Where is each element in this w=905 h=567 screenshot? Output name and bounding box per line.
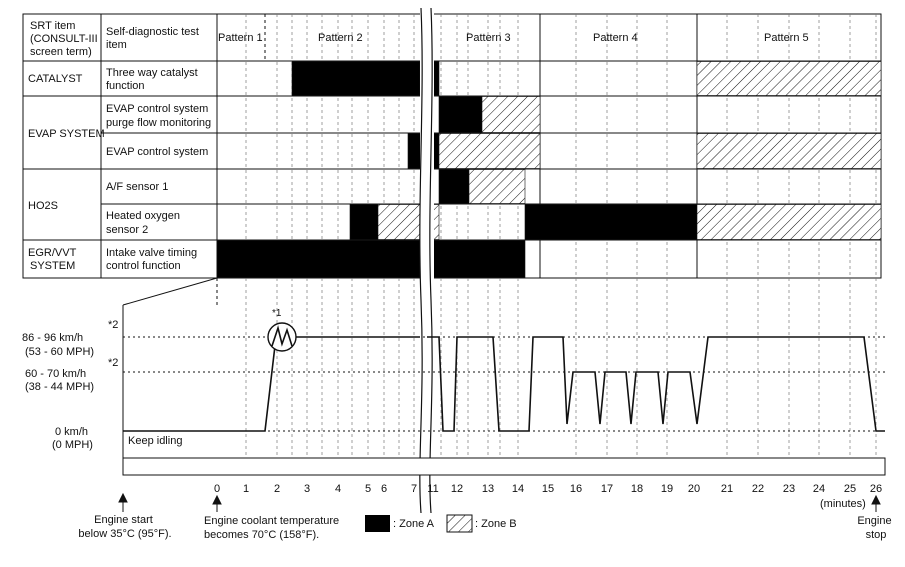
zone-a-block	[427, 241, 525, 278]
zone-b-label: : Zone B	[475, 518, 517, 530]
zone-b-block	[697, 134, 881, 169]
time-tick-label: 20	[687, 483, 701, 495]
pattern-2-label: Pattern 2	[318, 32, 363, 44]
zone-b-block	[482, 97, 540, 133]
zone-a-block	[292, 62, 420, 96]
time-tick-label: 26	[869, 483, 883, 495]
zone-b-block	[469, 170, 525, 204]
speed-zero-label: 0 km/h (0 MPH)	[52, 426, 93, 451]
row-label-evap-purge: EVAP control system purge flow monitoring	[106, 103, 212, 129]
engine-start-arrow	[119, 494, 127, 512]
row-label-ivt: Intake valve timing control function	[106, 247, 198, 272]
keep-idling-label: Keep idling	[128, 435, 183, 447]
time-tick-label: 4	[334, 483, 342, 495]
time-tick-label: 15	[541, 483, 555, 495]
speed-profile-line	[123, 337, 885, 431]
test-item-header: Self-diagnostic test item	[106, 26, 199, 51]
time-tick-label: 2	[273, 483, 281, 495]
zone-b-block	[378, 205, 420, 240]
zone-a-block	[525, 205, 697, 240]
row-label-evap-control: EVAP control system	[106, 146, 209, 158]
srt-item-header: SRT item (CONSULT-III screen term)	[30, 20, 98, 58]
zone-a-block	[350, 205, 378, 240]
time-axis-bar	[123, 458, 885, 475]
time-tick-label: 24	[812, 483, 826, 495]
system-evap: EVAP SYSTEM	[28, 128, 105, 140]
speed-high-label: *2 86 - 96 km/h (53 - 60 MPH)	[22, 319, 119, 358]
row-label-ho2s2: Heated oxygen sensor 2	[106, 210, 180, 236]
zone-a-label: : Zone A	[393, 518, 434, 530]
time-tick-label: 5	[364, 483, 372, 495]
zone-b-block	[439, 134, 540, 169]
time-tick-label: 23	[782, 483, 796, 495]
zone-b-block	[697, 205, 881, 240]
time-tick-label: 11	[427, 483, 439, 495]
pattern-4-label: Pattern 4	[593, 32, 638, 44]
time-tick-label: 1	[242, 483, 250, 495]
time-axis-ticks	[214, 483, 882, 495]
zone-a-block	[217, 241, 420, 278]
note-1-label: *1	[272, 308, 282, 319]
time-tick-label: 7	[410, 483, 418, 495]
zone-a-block	[439, 97, 482, 133]
time-tick-label: 22	[751, 483, 765, 495]
engine-stop-label: Engine stop	[857, 515, 892, 541]
speed-mid-label: *2 60 - 70 km/h (38 - 44 MPH)	[25, 357, 119, 393]
time-tick-label: 6	[380, 483, 388, 495]
time-tick-label: 17	[600, 483, 614, 495]
minutes-unit: (minutes)	[820, 498, 866, 510]
coolant-label: Engine coolant temperature becomes 70°C (158°F).	[204, 515, 340, 541]
time-tick-label: 18	[630, 483, 644, 495]
engine-stop-arrow	[872, 496, 880, 512]
time-tick-label: 21	[720, 483, 734, 495]
time-tick-label: 12	[450, 483, 464, 495]
note-1-marker	[268, 323, 296, 351]
time-break-marks	[420, 8, 434, 513]
zone-a-swatch	[365, 515, 390, 532]
row-label-af-sensor: A/F sensor 1	[106, 181, 169, 193]
system-egr-vvt: EGR/VVT SYSTEM	[28, 247, 77, 272]
time-tick-label: 19	[660, 483, 674, 495]
time-tick-label: 13	[481, 483, 495, 495]
zone-b-swatch	[447, 515, 472, 532]
engine-start-label: Engine start below 35°C (95°F).	[78, 514, 172, 540]
time-tick-label: 14	[511, 483, 525, 495]
pattern-3-label: Pattern 3	[466, 32, 511, 44]
pattern-5-label: Pattern 5	[764, 32, 809, 44]
time-tick-label: 25	[843, 483, 857, 495]
time-tick-label: 16	[569, 483, 583, 495]
zone-b-block	[697, 62, 881, 96]
time-tick-label: 3	[303, 483, 311, 495]
system-catalyst: CATALYST	[28, 73, 83, 85]
system-ho2s: HO2S	[28, 200, 58, 212]
row-label-catalyst: Three way catalyst function	[106, 67, 198, 92]
pattern-1-label: Pattern 1	[218, 32, 263, 44]
coolant-arrow	[213, 496, 221, 512]
speed-reference-lines	[123, 337, 888, 431]
time-tick-label: 0	[213, 483, 221, 495]
zone-a-block	[439, 170, 469, 204]
